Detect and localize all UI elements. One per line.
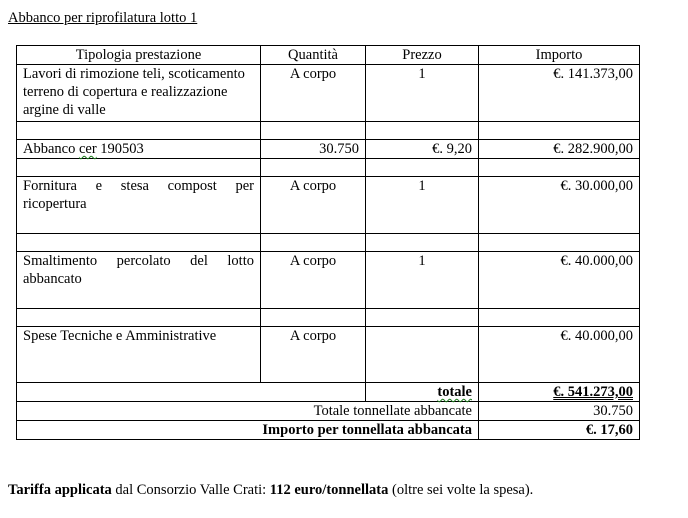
spacer-row (17, 234, 640, 252)
spacer-row (17, 309, 640, 327)
spacer-row (17, 159, 640, 177)
footer-note: Tariffa applicata dal Consorzio Valle Crati: 112 euro/tonnellata (oltre sei volte la spesa). (8, 482, 534, 498)
table-row (17, 252, 640, 309)
row-price: 1 (366, 252, 479, 309)
row-desc: Spese Tecniche e Amministrative (17, 327, 261, 383)
row-amount: €. 30.000,00 (479, 177, 640, 234)
row-qty: A corpo (261, 252, 366, 309)
header-quantita: Quantità (261, 46, 366, 65)
tonnellate-value: 30.750 (479, 402, 640, 421)
row-price: €. 9,20 (366, 140, 479, 159)
row-price: 1 (366, 65, 479, 122)
row-amount: €. 40.000,00 (479, 252, 640, 309)
table-row (17, 177, 640, 234)
table-row (17, 327, 640, 383)
row-qty: A corpo (261, 65, 366, 122)
row-amount: €. 141.373,00 (479, 65, 640, 122)
row-desc: Lavori di rimozione teli, scoticamento terreno di copertura e realizzazione argine di valle (17, 65, 261, 122)
row-desc: Abbanco cer 190503 (17, 140, 261, 159)
table-row (17, 140, 640, 159)
row-desc: Smaltimento percolato del lotto abbancato (17, 252, 261, 309)
tonnellate-row (17, 402, 640, 421)
row-price (366, 327, 479, 383)
row-amount: €. 282.900,00 (479, 140, 640, 159)
cost-table (16, 45, 640, 440)
row-desc: Fornitura e stesa compost per ricopertura (17, 177, 261, 234)
table-row (17, 65, 640, 122)
row-qty: A corpo (261, 327, 366, 383)
header-tipologia: Tipologia prestazione (17, 46, 261, 65)
table-header-row (17, 46, 640, 65)
totale-row (17, 383, 640, 402)
per-ton-row (17, 421, 640, 440)
per-ton-label: Importo per tonnellata abbancata (17, 421, 479, 440)
row-qty: 30.750 (261, 140, 366, 159)
row-qty: A corpo (261, 177, 366, 234)
spacer-row (17, 122, 640, 140)
row-amount: €. 40.000,00 (479, 327, 640, 383)
totale-label: totale (366, 383, 479, 402)
row-price: 1 (366, 177, 479, 234)
document-title: Abbanco per riprofilatura lotto 1 (8, 10, 198, 26)
per-ton-value: €. 17,60 (479, 421, 640, 440)
totale-value: €. 541.273,00 (479, 383, 640, 402)
tonnellate-label: Totale tonnellate abbancate (17, 402, 479, 421)
header-importo: Importo (479, 46, 640, 65)
header-prezzo: Prezzo (366, 46, 479, 65)
